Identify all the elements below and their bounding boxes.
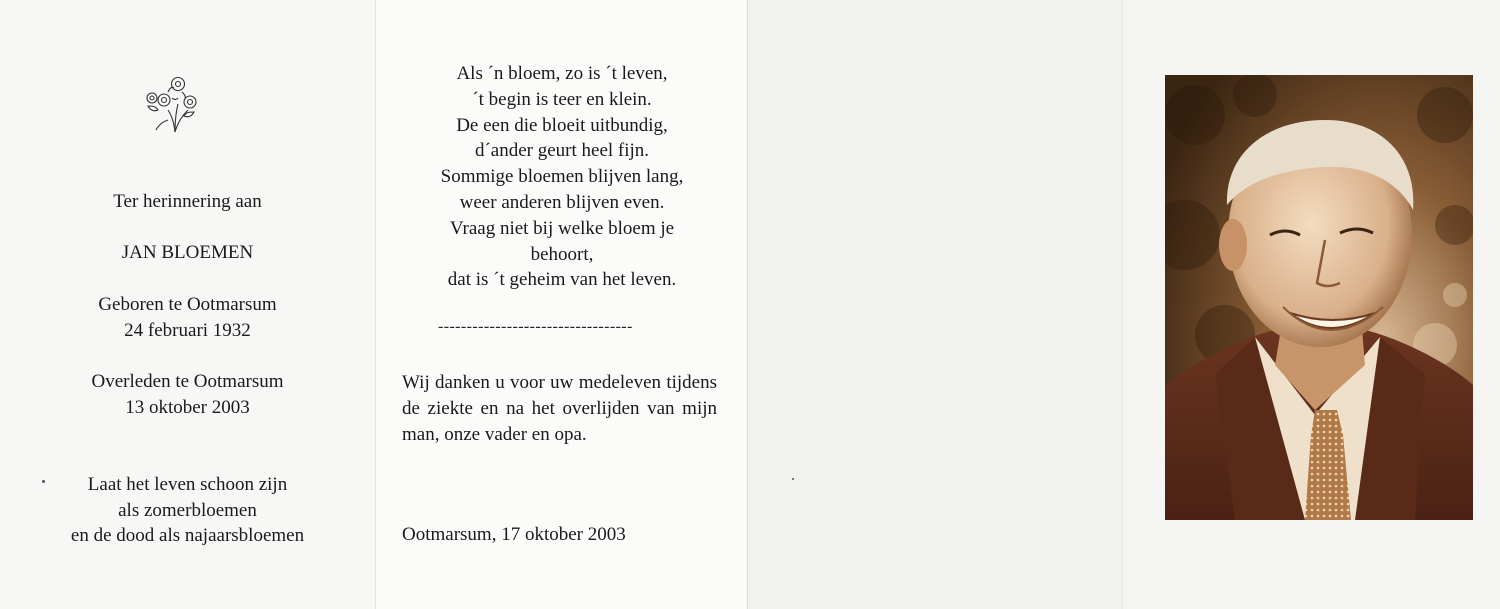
portrait-photo [1165,75,1473,520]
poem-line: De een die bloeit uitbundig, [456,114,668,136]
portrait-illustration [1165,75,1473,520]
death-date: 13 oktober 2003 [125,397,250,418]
poem-line: Sommige bloemen blijven lang, [440,166,684,188]
verse-line: als zomerbloemen [118,500,257,521]
middle-panel [375,0,748,609]
paper-speck [42,480,45,483]
divider-line: ---------------------------------- [438,318,633,335]
flower-bouquet-icon [138,70,206,138]
death-place: Overleden te Ootmarsum [91,371,284,392]
poem-line: weer anderen blijven even. [459,191,665,213]
intro-text: Ter herinnering aan [113,191,262,212]
poem-line: d´ander geurt heel fijn. [474,140,650,162]
verse-line: Laat het leven schoon zijn [87,474,288,495]
verse-line: en de dood als najaarsbloemen [70,525,305,546]
deceased-name: JAN BLOEMEN [121,242,254,263]
paper-speck [792,478,794,480]
place-date: Ootmarsum, 17 oktober 2003 [402,524,626,545]
blank-panel [747,0,1123,609]
poem-line: dat is ´t geheim van het leven. [447,269,677,291]
left-panel [0,0,375,609]
thanks-text: Wij danken u voor uw medeleven tijdens de ziekte en na het overlijden van mijn man, onze vader en opa. [402,372,717,445]
poem [376,61,748,293]
birth-date: 24 februari 1932 [124,320,251,341]
poem-line: ´t begin is teer en klein. [472,88,652,110]
poem-line: behoort, [530,243,594,265]
poem-line: Als ´n bloem, zo is ´t leven, [456,63,668,84]
poem-line: Vraag niet bij welke bloem je [449,217,675,239]
birth-place: Geboren te Ootmarsum [98,294,277,315]
